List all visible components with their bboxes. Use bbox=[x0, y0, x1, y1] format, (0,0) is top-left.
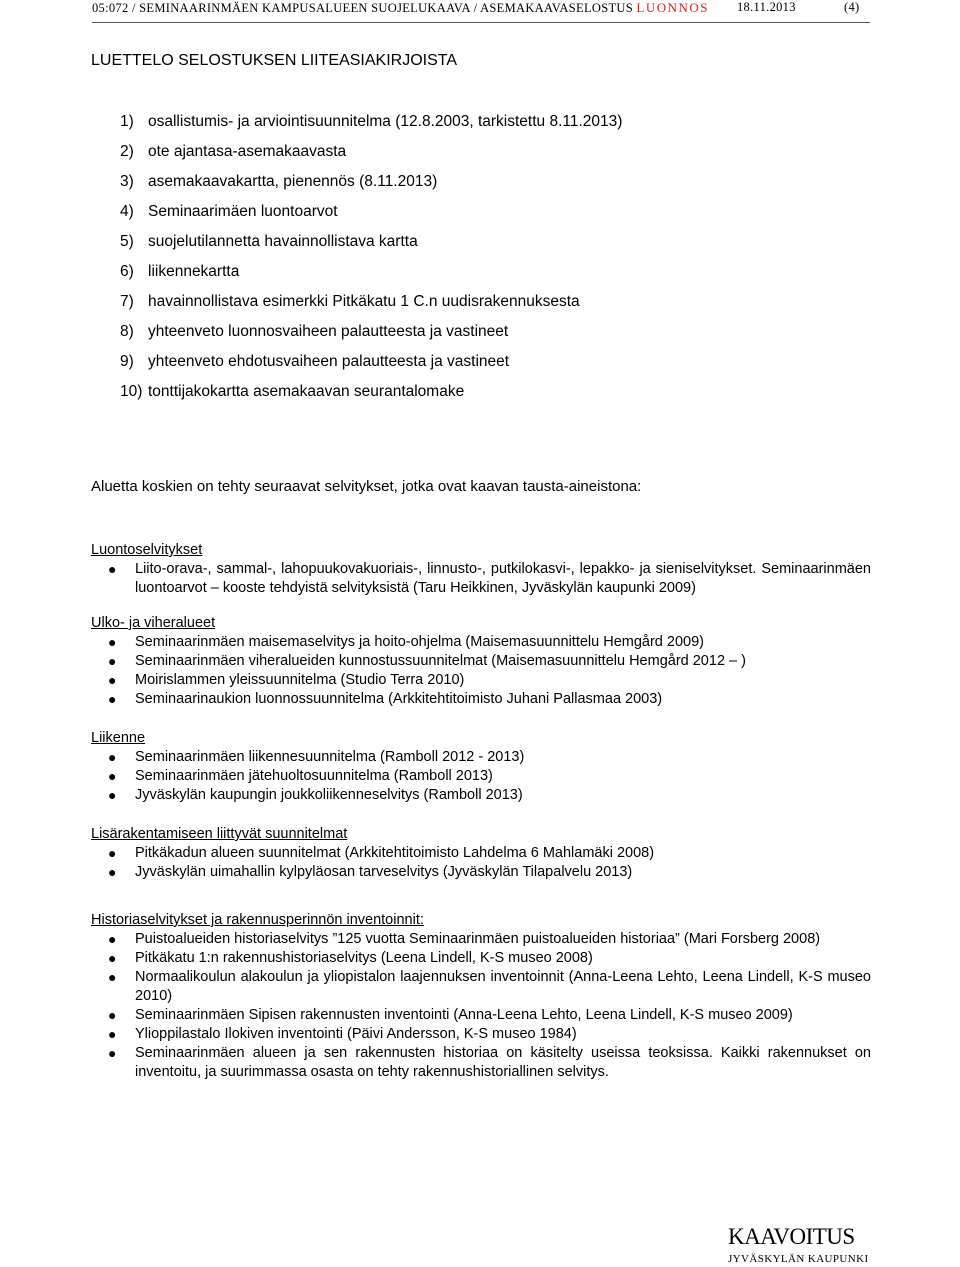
kaavoitus-logo bbox=[728, 1225, 878, 1265]
logo-subtitle: JYVÄSKYLÄN KAUPUNKI bbox=[728, 1253, 869, 1265]
appendix-text: tonttijakokartta asemakaavan seurantalomake bbox=[148, 383, 465, 400]
page-header bbox=[92, 0, 882, 16]
list-item-text: Moirislammen yleissuunnitelma (Studio Terra 2010) bbox=[135, 672, 465, 688]
appendix-number: 10) bbox=[120, 383, 143, 400]
logo-name: KAAVOITUS bbox=[728, 1224, 855, 1249]
appendix-text: asemakaavakartta, pienennös (8.11.2013) bbox=[148, 173, 438, 190]
bullet-icon: ● bbox=[108, 634, 117, 650]
list-item bbox=[91, 930, 871, 949]
section-heading: Liikenne bbox=[91, 730, 146, 746]
appendix-text: ote ajantasa-asemakaavasta bbox=[148, 143, 347, 160]
list-item-text: Pitkäkadun alueen suunnitelmat (Arkkitehtitoimisto Lahdelma 6 Mahlamäki 2008) bbox=[135, 845, 655, 861]
page-title: LUETTELO SELOSTUKSEN LIITEASIAKIRJOISTA bbox=[91, 52, 458, 69]
appendix-item bbox=[120, 382, 622, 412]
appendix-number: 4) bbox=[120, 203, 134, 220]
bullet-icon: ● bbox=[108, 969, 117, 985]
bullet-icon: ● bbox=[108, 864, 117, 880]
list-item-text: Seminaarinmäen viheralueiden kunnostussuunnitelmat (Maisemasuunnittelu Hemgård 2012 – ) bbox=[135, 653, 746, 669]
appendix-item bbox=[120, 292, 622, 322]
section-lisarakentaminen bbox=[91, 825, 871, 882]
list-item-text: Jyväskylän uimahallin kylpyläosan tarveselvitys (Jyväskylän Tilapalvelu 2013) bbox=[135, 864, 633, 880]
appendix-item bbox=[120, 112, 622, 142]
section-heading: Historiaselvitykset ja rakennusperinnön inventoinnit: bbox=[91, 912, 424, 928]
appendix-list bbox=[120, 112, 622, 412]
list-item-text: Jyväskylän kaupungin joukkoliikenneselvitys (Ramboll 2013) bbox=[135, 787, 523, 803]
appendix-item bbox=[120, 202, 622, 232]
bullet-icon: ● bbox=[108, 561, 117, 577]
appendix-text: yhteenveto ehdotusvaiheen palautteesta ja vastineet bbox=[148, 353, 510, 370]
appendix-item bbox=[120, 172, 622, 202]
list-item bbox=[91, 671, 871, 690]
appendix-item bbox=[120, 262, 622, 292]
appendix-number: 7) bbox=[120, 293, 134, 310]
header-date: 18.11.2013 bbox=[737, 0, 796, 14]
appendix-text: liikennekartta bbox=[148, 263, 240, 280]
header-path: 05:072 / SEMINAARINMÄEN KAMPUSALUEEN SUOJELUKAAVA / ASEMAKAAVASELOSTUS bbox=[92, 1, 633, 15]
bullet-icon: ● bbox=[108, 749, 117, 765]
section-liikenne bbox=[91, 729, 871, 805]
list-item bbox=[91, 560, 871, 598]
bullet-icon: ● bbox=[108, 672, 117, 688]
list-item-text: Liito-orava-, sammal-, lahopuukovakuoriais-, linnusto-, putkilokasvi-, lepakko- ja sieniselvitykset. Seminaarinmäen luontoarvot – kooste tehdyistä selvityksistä (Taru Heikkinen, Jyväskylän kaupunki 2009) bbox=[135, 561, 871, 596]
bullet-icon: ● bbox=[108, 653, 117, 669]
list-item-text: Seminaarinmäen liikennesuunnitelma (Ramboll 2012 - 2013) bbox=[135, 749, 525, 765]
section-luontoselvitykset bbox=[91, 541, 871, 598]
header-divider bbox=[92, 22, 870, 23]
draft-status: LUONNOS bbox=[636, 0, 710, 15]
bullet-icon: ● bbox=[108, 845, 117, 861]
bullet-icon: ● bbox=[108, 1045, 117, 1061]
section-historiaselvitykset bbox=[91, 911, 871, 1082]
appendix-number: 5) bbox=[120, 233, 134, 250]
list-item bbox=[91, 690, 871, 709]
list-item-text: Pitkäkatu 1:n rakennushistoriaselvitys (Leena Lindell, K-S museo 2008) bbox=[135, 950, 593, 966]
bullet-icon: ● bbox=[108, 768, 117, 784]
appendix-text: osallistumis- ja arviointisuunnitelma (12.8.2003, tarkistettu 8.11.2013) bbox=[148, 113, 623, 130]
bullet-icon: ● bbox=[108, 931, 117, 947]
list-item bbox=[91, 786, 871, 805]
page-number: (4) bbox=[844, 0, 860, 14]
section-heading: Lisärakentamiseen liittyvät suunnitelmat bbox=[91, 826, 348, 842]
list-item bbox=[91, 1044, 871, 1082]
list-item-text: Puistoalueiden historiaselvitys ”125 vuotta Seminaarinmäen puistoalueiden historiaa” (Mari Forsberg 2008) bbox=[135, 931, 821, 947]
list-item-text: Seminaarinaukion luonnossuunnitelma (Arkkitehtitoimisto Juhani Pallasmaa 2003) bbox=[135, 691, 663, 707]
section-ulko-ja-viheralueet bbox=[91, 614, 871, 709]
appendix-number: 6) bbox=[120, 263, 134, 280]
list-item bbox=[91, 844, 871, 863]
appendix-number: 9) bbox=[120, 353, 134, 370]
list-item bbox=[91, 767, 871, 786]
list-item-text: Ylioppilastalo Ilokiven inventointi (Päivi Andersson, K-S museo 1984) bbox=[135, 1026, 577, 1042]
list-item-text: Normaalikoulun alakoulun ja yliopistalon laajennuksen inventoinnit (Anna-Leena Lehto, Leena Lindell, K-S museo 2010) bbox=[135, 969, 871, 1004]
list-item bbox=[91, 949, 871, 968]
list-item bbox=[91, 633, 871, 652]
bullet-icon: ● bbox=[108, 1026, 117, 1042]
appendix-text: Seminaarimäen luontoarvot bbox=[148, 203, 338, 220]
list-item bbox=[91, 863, 871, 882]
list-item-text: Seminaarinmäen Sipisen rakennusten inventointi (Anna-Leena Lehto, Leena Lindell, K-S museo 2009) bbox=[135, 1007, 793, 1023]
appendix-item bbox=[120, 322, 622, 352]
bullet-icon: ● bbox=[108, 1007, 117, 1023]
list-item-text: Seminaarinmäen maisemaselvitys ja hoito-ohjelma (Maisemasuunnittelu Hemgård 2009) bbox=[135, 634, 704, 650]
appendix-item bbox=[120, 142, 622, 172]
section-heading: Ulko- ja viheralueet bbox=[91, 615, 216, 631]
intro-paragraph: Aluetta koskien on tehty seuraavat selvitykset, jotka ovat kaavan tausta-aineistona: bbox=[91, 478, 642, 495]
appendix-item bbox=[120, 352, 622, 382]
appendix-number: 2) bbox=[120, 143, 134, 160]
bullet-icon: ● bbox=[108, 950, 117, 966]
list-item bbox=[91, 1025, 871, 1044]
list-item bbox=[91, 1006, 871, 1025]
appendix-text: yhteenveto luonnosvaiheen palautteesta ja vastineet bbox=[148, 323, 509, 340]
section-heading: Luontoselvitykset bbox=[91, 542, 203, 558]
list-item-text: Seminaarinmäen alueen ja sen rakennusten historiaa on käsitelty useissa teoksissa. Kaikki rakennukset on inventoitu, ja suurimmassa osasta on tehty rakennushistoriallinen selvitys. bbox=[135, 1045, 871, 1080]
list-item bbox=[91, 652, 871, 671]
appendix-item bbox=[120, 232, 622, 262]
appendix-number: 3) bbox=[120, 173, 134, 190]
list-item bbox=[91, 968, 871, 1006]
list-item-text: Seminaarinmäen jätehuoltosuunnitelma (Ramboll 2013) bbox=[135, 768, 493, 784]
appendix-number: 1) bbox=[120, 113, 134, 130]
appendix-text: suojelutilannetta havainnollistava kartta bbox=[148, 233, 418, 250]
bullet-icon: ● bbox=[108, 787, 117, 803]
list-item bbox=[91, 748, 871, 767]
appendix-text: havainnollistava esimerkki Pitkäkatu 1 C.n uudisrakennuksesta bbox=[148, 293, 580, 310]
bullet-icon: ● bbox=[108, 691, 117, 707]
appendix-number: 8) bbox=[120, 323, 134, 340]
